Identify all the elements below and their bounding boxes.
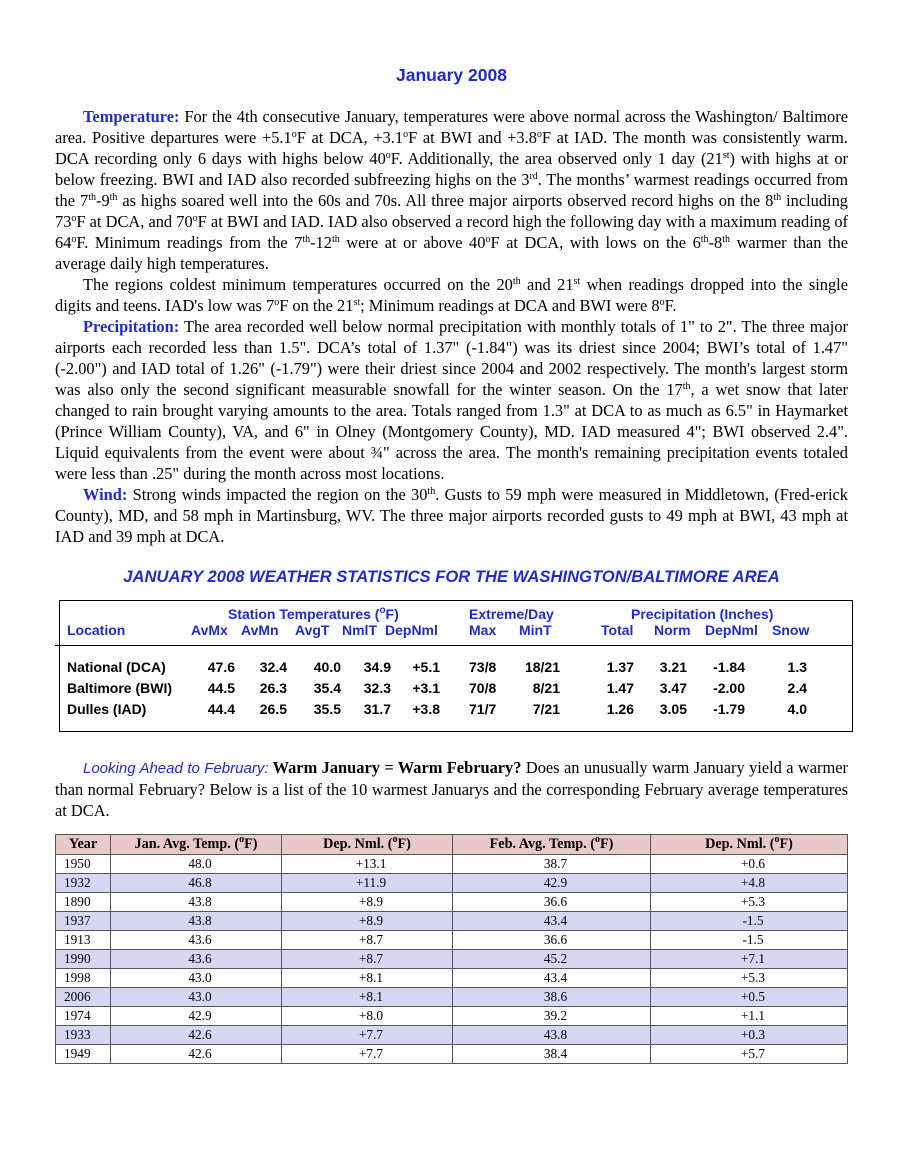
col-avgt: AvgT	[295, 622, 330, 638]
col-avmx: AvMx	[191, 622, 228, 638]
header-feb-avg: Feb. Avg. Temp. ($^o$F)	[453, 835, 651, 855]
col-nmlt: NmlT	[342, 622, 377, 638]
col-avmn: AvMn	[241, 622, 279, 638]
table-row: 1990 43.6 +8.7 45.2 +7.1	[56, 950, 848, 969]
temperature-label: Temperature:	[83, 107, 180, 126]
table-row: 1974 42.9 +8.0 39.2 +1.1	[56, 1007, 848, 1026]
table-header-row	[56, 835, 848, 855]
col-mint: MinT	[519, 622, 552, 638]
table-row: 1937 43.8 +8.9 43.4 -1.5	[56, 912, 848, 931]
precipitation-label: Precipitation:	[83, 317, 180, 336]
header-jan-dep: Dep. Nml. ($^o$F)	[282, 835, 453, 855]
table-row: 2006 43.0 +8.1 38.6 +0.5	[56, 988, 848, 1007]
col-total: Total	[601, 622, 634, 638]
looking-ahead-paragraph: Looking Ahead to February: Warm January = Warm February? Does an unusually warm January yield a warmer than normal February? Below is a list of the 10 warmest Januarys and the corresponding February average temperatures at DCA.	[55, 758, 848, 820]
col-max: Max	[469, 622, 497, 638]
header-year: Year	[56, 835, 111, 855]
col-depnml: DepNml	[385, 622, 438, 638]
station-temps-group: Station Temperatures ($^o$F)	[228, 605, 399, 622]
precip-group: Precipitation (Inches)	[631, 606, 774, 622]
looking-ahead-question: Warm January = Warm February?	[268, 758, 522, 777]
table-row: 1949 42.6 +7.7 38.4 +5.7	[56, 1045, 848, 1064]
cold-paragraph: The regions coldest minimum temperatures occurred on the 20th and 21st when readings dropped into the single digits and teens. IAD's low was 7$^o$F on the 21st; Minimum readings at DCA and BWI were 8$^o$F.	[55, 275, 848, 315]
table-row: 1913 43.6 +8.7 36.6 -1.5	[56, 931, 848, 950]
table-row: 1933 42.6 +7.7 43.8 +0.3	[56, 1026, 848, 1045]
col-norm: Norm	[654, 622, 691, 638]
wind-paragraph: Wind: Strong winds impacted the region on the 30th. Gusts to 59 mph were measured in Middletown, (Fred-erick County), MD, and 58 mph in Martinsburg, WV. The three major airports recorded gusts to 49 mph at BWI, 43 mph at IAD and 39 mph at DCA.	[55, 485, 848, 546]
table-row: 1890 43.8 +8.9 36.6 +5.3	[56, 893, 848, 912]
stats-title: JANUARY 2008 WEATHER STATISTICS FOR THE WASHINGTON/BALTIMORE AREA	[123, 567, 780, 586]
looking-ahead-label: Looking Ahead to February:	[83, 760, 269, 777]
page-title: January 2008	[396, 65, 507, 85]
col-depnml-precip: DepNml	[705, 622, 758, 638]
header-jan-avg: Jan. Avg. Temp. ($^o$F)	[111, 835, 282, 855]
extreme-group: Extreme/Day	[469, 606, 554, 622]
precipitation-paragraph: Precipitation: The area recorded well below normal precipitation with monthly totals of 1" to 2". The three major airports each recorded less than 1.5". DCA’s total of 1.37" (-1.84") was its driest since 2004; BWI’s total of 1.47" (-2.00") and IAD total of 1.26" (-1.79") were their driest since 2004 and 2002 respectively. The month's largest storm was also only the second significant measurable snowfall for the winter season. On the 17th, a wet snow that later changed to rain brought varying amounts to the area. Totals ranged from 1.3" at DCA to as much as 6.5" in Haymarket (Prince William County), VA, and 6" in Olney (Montgomery County), MD. IAD measured 4"; BWI observed 2.4". Liquid equivalents from the event were about ¾" across the area. The month's remaining precipitation events totaled were less than .25" during the month across most locations.	[55, 317, 848, 483]
table-row: 1950 48.0 +13.1 38.7 +0.6	[56, 855, 848, 874]
table-row: 1932 46.8 +11.9 42.9 +4.8	[56, 874, 848, 893]
col-location: Location	[67, 622, 126, 638]
temperature-paragraph: Temperature: For the 4th consecutive January, temperatures were above normal across the Washington/ Baltimore area. Positive departures were $+5.1^oF$ at DCA, $+3.1^oF$ at BWI and $+3.8^oF$ at IAD. The month was consistently warm. DCA recording only 6 days with highs below 40$^o$F. Additionally, the area observed only 1 day (21st) with highs at or below freezing. BWI and IAD also recorded subfreezing highs on the 3rd. The months’ warmest readings occurred from the 7th-9th as highs soared well into the 60s and 70s. All three major airports observed record highs on the 8th including 73$^o$F at DCA, and 70$^o$F at BWI and IAD. IAD also observed a record high the following day with a maximum reading of 64$^o$F. Minimum readings from the 7th-12th were at or above 40$^o$F at DCA, with lows on the 6th-8th warmer than the average daily high temperatures.	[55, 107, 848, 273]
wind-label: Wind:	[83, 485, 128, 504]
narrative	[55, 106, 848, 547]
table-row: 1998 43.0 +8.1 43.4 +5.3	[56, 969, 848, 988]
stats-divider	[55, 645, 853, 646]
col-snow: Snow	[772, 622, 810, 638]
header-feb-dep: Dep. Nml. ($^o$F)	[651, 835, 848, 855]
stats-table: Station Temperatures ($^o$F) Extreme/Day Precipitation (Inches) Location AvMx AvMn AvgT NmlT DepNml Max MinT Total Norm DepNml Snow National (DCA) 47.6 32.4 40.0 34.9 +5.1 73/8 18/21 1.37 3.21 -1.84 1.3 Baltimore (BWI) 44.5 26.3 35.4 32.3 +3.1 70/8 8/21 1.47 3.47 -2.00 2.4 Dulles (IAD) 44.4 26.5 35.5 31.7 +3.8 71/7 7/21 1.26 3.05 -1.79 4.0	[59, 600, 853, 732]
warmest-januarys-table	[55, 834, 848, 1064]
